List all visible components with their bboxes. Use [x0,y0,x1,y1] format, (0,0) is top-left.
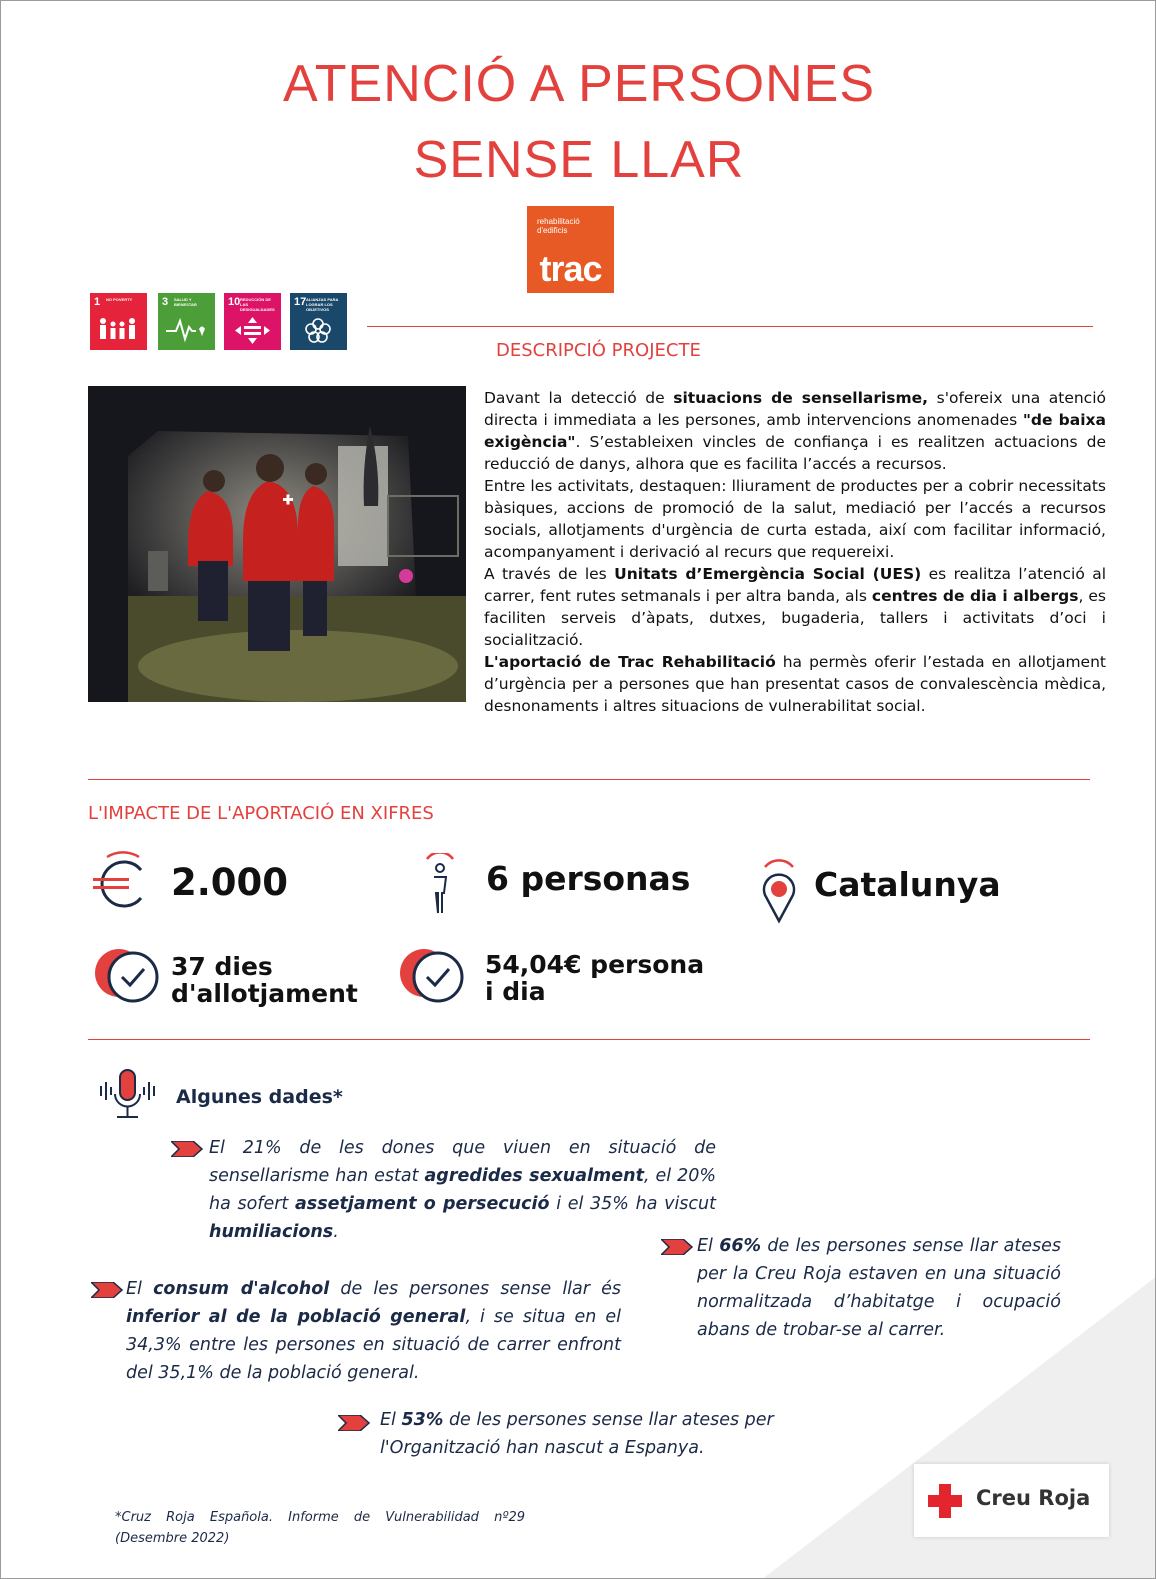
text-span: El [126,1279,154,1299]
text-bold: Unitats d’Emergència Social (UES) [614,565,922,583]
description-paragraph-4 [484,651,1106,717]
text-bold: humiliacions [209,1222,334,1242]
text-span: El [697,1236,720,1256]
sdg-badge-1 [90,293,147,350]
family-icon [98,315,140,345]
impact-region: Catalunya [814,865,1001,904]
divider [367,326,1093,327]
sdg-number: 17 [294,296,307,308]
page-title-line2: SENSE LLAR [413,131,745,189]
text-span: El 21% de les dones que viuen en situació de sensellarisme han estat [209,1138,716,1186]
text-bold: consum d'alcohol [153,1279,330,1299]
text-bold: centres de dia i albergs [871,587,1079,605]
text-bold: situacions de sensellarisme, [673,389,929,407]
impact-days [171,953,358,1007]
impact-heading: L'IMPACTE DE L'APORTACIÓ EN XIFRES [88,803,434,824]
text-span: de les persones sense llar ateses per l'Organització han nascut a Espanya. [380,1410,774,1458]
text-bold: 53% [401,1410,444,1430]
text-bold: L'aportació de Trac Rehabilitació [484,653,776,671]
description-paragraph-3 [484,563,1106,651]
text-span: . S’estableixen vincles de confiança i es realitzen actuacions de reducció de danys, alhora que es facilita l’accés a recursos. [484,433,1106,473]
impact-amount: 2.000 [171,861,289,904]
photo-illustration [88,386,466,702]
creu-roja-name: Creu Roja [976,1486,1091,1510]
data-bullet-3 [126,1275,621,1387]
text-span: s'ofereix una atenció directa i immediata a les persones, amb intervencions anomenades [484,389,1106,429]
location-pin-icon [759,859,799,925]
text-span: i el 35% ha viscut [549,1194,717,1214]
arrow-bullet-icon [171,1141,203,1157]
trac-tagline-2: d'edificis [537,226,568,235]
sdg-label: REDUCCIÓN DE LAS DESIGUALDADES [240,297,275,312]
sdg-label: NO POVERTY [106,297,133,302]
sdg-badge-10 [224,293,281,350]
arrow-bullet-icon [91,1282,123,1298]
trac-name: trac [539,248,602,289]
euro-icon [91,851,151,913]
sdg-badge-3 [158,293,215,350]
person-icon [421,853,459,917]
heartbeat-icon [166,315,208,345]
text-bold: "de baixa exigència" [484,411,1106,451]
check-icon [93,947,161,1005]
text-span: ha permès oferir l’estada en allotjament d’urgència per a persones que han presentat casos de convalescència mèdica, desnonaments i altres situacions de vulnerabilitat social. [484,653,1106,715]
text-bold: assetjament o persecució [294,1194,550,1214]
data-bullet-2 [697,1232,1061,1344]
text-bold: 66% [719,1236,762,1256]
sdg-label: ALIANZAS PARA LOGRAR LOS OBJETIVOS [306,297,339,312]
text-span: es realitza l’atenció al carrer, fent rutes setmanals i per altra banda, als [484,565,1106,605]
data-heading: Algunes dades* [176,1086,343,1108]
description-heading: DESCRIPCIÓ PROJECTE [496,340,701,361]
text-span: , i se situa en el 34,3% entre les persones en situació de carrer enfront del 35,1% de la població general. [126,1307,621,1383]
arrow-bullet-icon [661,1239,693,1255]
sdg-number: 3 [162,296,169,308]
text-bold: agredides sexualment [424,1166,644,1186]
page-title-line1: ATENCIÓ A PERSONES [282,55,876,113]
sdg-number: 10 [228,296,241,308]
divider [88,779,1090,780]
sdg-label: SALUD Y BIENESTAR [174,297,197,307]
project-photo [88,386,466,702]
impact-days-line1: 37 dies [171,952,273,981]
microphone-icon [98,1068,158,1126]
partnership-icon [298,315,340,345]
text-bold: inferior al de la població general [126,1307,466,1327]
equality-icon [232,315,274,345]
red-cross-icon [928,1484,962,1518]
text-span: A través de les [484,565,615,583]
text-span: . [333,1222,339,1242]
text-span: de les persones sense llar és [329,1279,621,1299]
data-bullet-4 [380,1406,790,1462]
creu-roja-logo [914,1464,1109,1537]
text-span: Davant la detecció de [484,389,674,407]
text-span: de les persones sense llar ateses per la Creu Roja estaven en una situació normalitzada d’habitatge i ocupació abans de trobar-se al carrer. [697,1236,1061,1340]
description-paragraph-1 [484,387,1106,475]
trac-tagline-1: rehabilitació [537,217,580,226]
check-icon [398,947,466,1005]
text-span: , el 20% ha sofert [209,1166,716,1214]
impact-cost-line2: i dia [485,977,546,1006]
sdg-badge-17 [290,293,347,350]
arrow-bullet-icon [338,1415,370,1431]
text-span: El [380,1410,402,1430]
divider [88,1039,1090,1040]
description-text [484,387,1106,717]
footnote: *Cruz Roja Española. Informe de Vulnerabilidad nº29 (Desembre 2022) [115,1510,525,1546]
impact-cost-line1: 54,04€ persona [485,950,705,979]
impact-people: 6 personas [486,859,691,898]
text-span: , es faciliten serveis d’àpats, dutxes, bugaderia, tallers i activitats d’oci i socialització. [484,587,1107,649]
data-bullet-1 [209,1134,716,1246]
description-paragraph-2: Entre les activitats, destaquen: lliurament de productes per a cobrir necessitats bàsiques, accions de promoció de la salut, mediació per l’accés a recursos socials, allotjaments d'urgència de curta estada, així com facilitar informació, acompanyament i derivació al recurs que requereixi. [484,477,1106,561]
impact-days-line2: d'allotjament [171,979,358,1008]
trac-logo [527,206,614,293]
sdg-number: 1 [94,296,101,308]
impact-cost [485,951,704,1005]
